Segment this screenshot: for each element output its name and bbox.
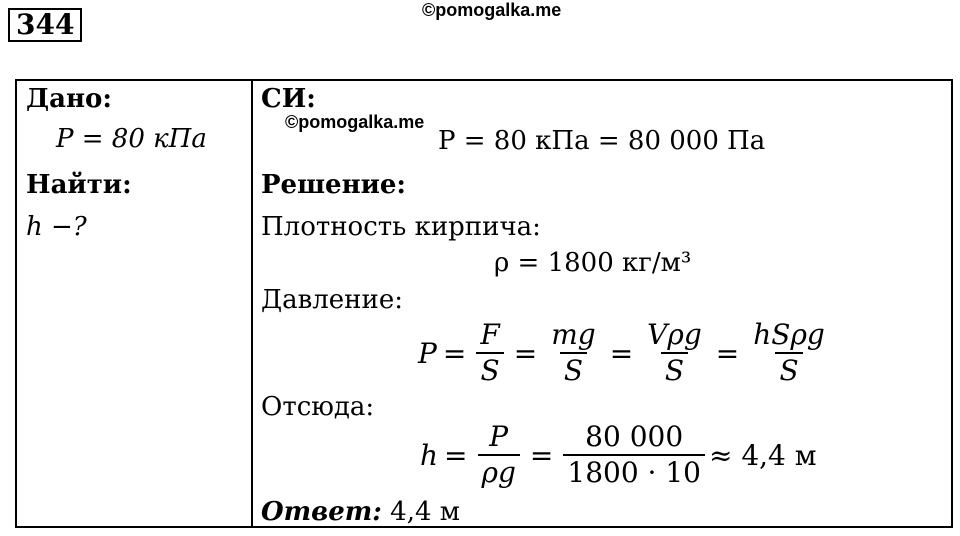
fraction-force-area: $\frac{F}{S}$ [476, 318, 503, 388]
pressure-label: Давление: [261, 285, 403, 315]
si-conversion: P = 80 кПа = 80 000 Па [438, 126, 766, 156]
fraction-p-rhog: $\frac{P}{\rho g}$ [478, 420, 520, 490]
answer-label: Ответ: [261, 497, 382, 527]
column-divider [251, 79, 253, 528]
pressure-symbol: P [418, 336, 437, 370]
density-label: Плотность кирпича: [261, 212, 541, 242]
hence-label: Отсюда: [261, 392, 375, 422]
fraction-vrhog-area: $\frac{\text{Vρg}}{S}$ [647, 318, 702, 387]
height-formula: h = $\frac{P}{\rho g}$ = $\frac{80 000}{1800 \cdot 10}$ ≈ 4,4 м [420, 420, 817, 489]
height-result: ≈ 4,4 м [708, 438, 817, 472]
watermark-inner: ©pomogalka.me [285, 112, 425, 132]
watermark: ©pomogalka.me [422, 0, 562, 20]
si-heading: СИ: [261, 84, 316, 114]
problem-number: 344 [8, 8, 82, 42]
fraction-mg-area: $\frac{mg}{S}$ [551, 318, 596, 387]
find-heading: Найти: [26, 170, 132, 200]
density-equation: ρ = 1800 кг/м³ [494, 248, 692, 278]
height-symbol: h [420, 438, 439, 472]
fraction-numeric: $\frac{80 000}{1800 \cdot 10}$ [563, 420, 705, 490]
given-pressure: P = 80 кПа [56, 124, 207, 154]
answer-value: 4,4 м [390, 497, 460, 527]
answer-line [261, 497, 460, 527]
given-heading: Дано: [26, 84, 112, 114]
find-value: h −? [26, 212, 87, 242]
fraction-hsrhog-area: $\frac{\text{hSρg}}{S}$ [753, 318, 825, 387]
solution-heading: Решение: [261, 170, 407, 200]
pressure-formula: P = $\frac{F}{S}$ = $\frac{mg}{S}$ = $\frac{\text{Vρg}}{S}$ = $\frac{\text{hSρg}}{S}$ [418, 318, 833, 388]
